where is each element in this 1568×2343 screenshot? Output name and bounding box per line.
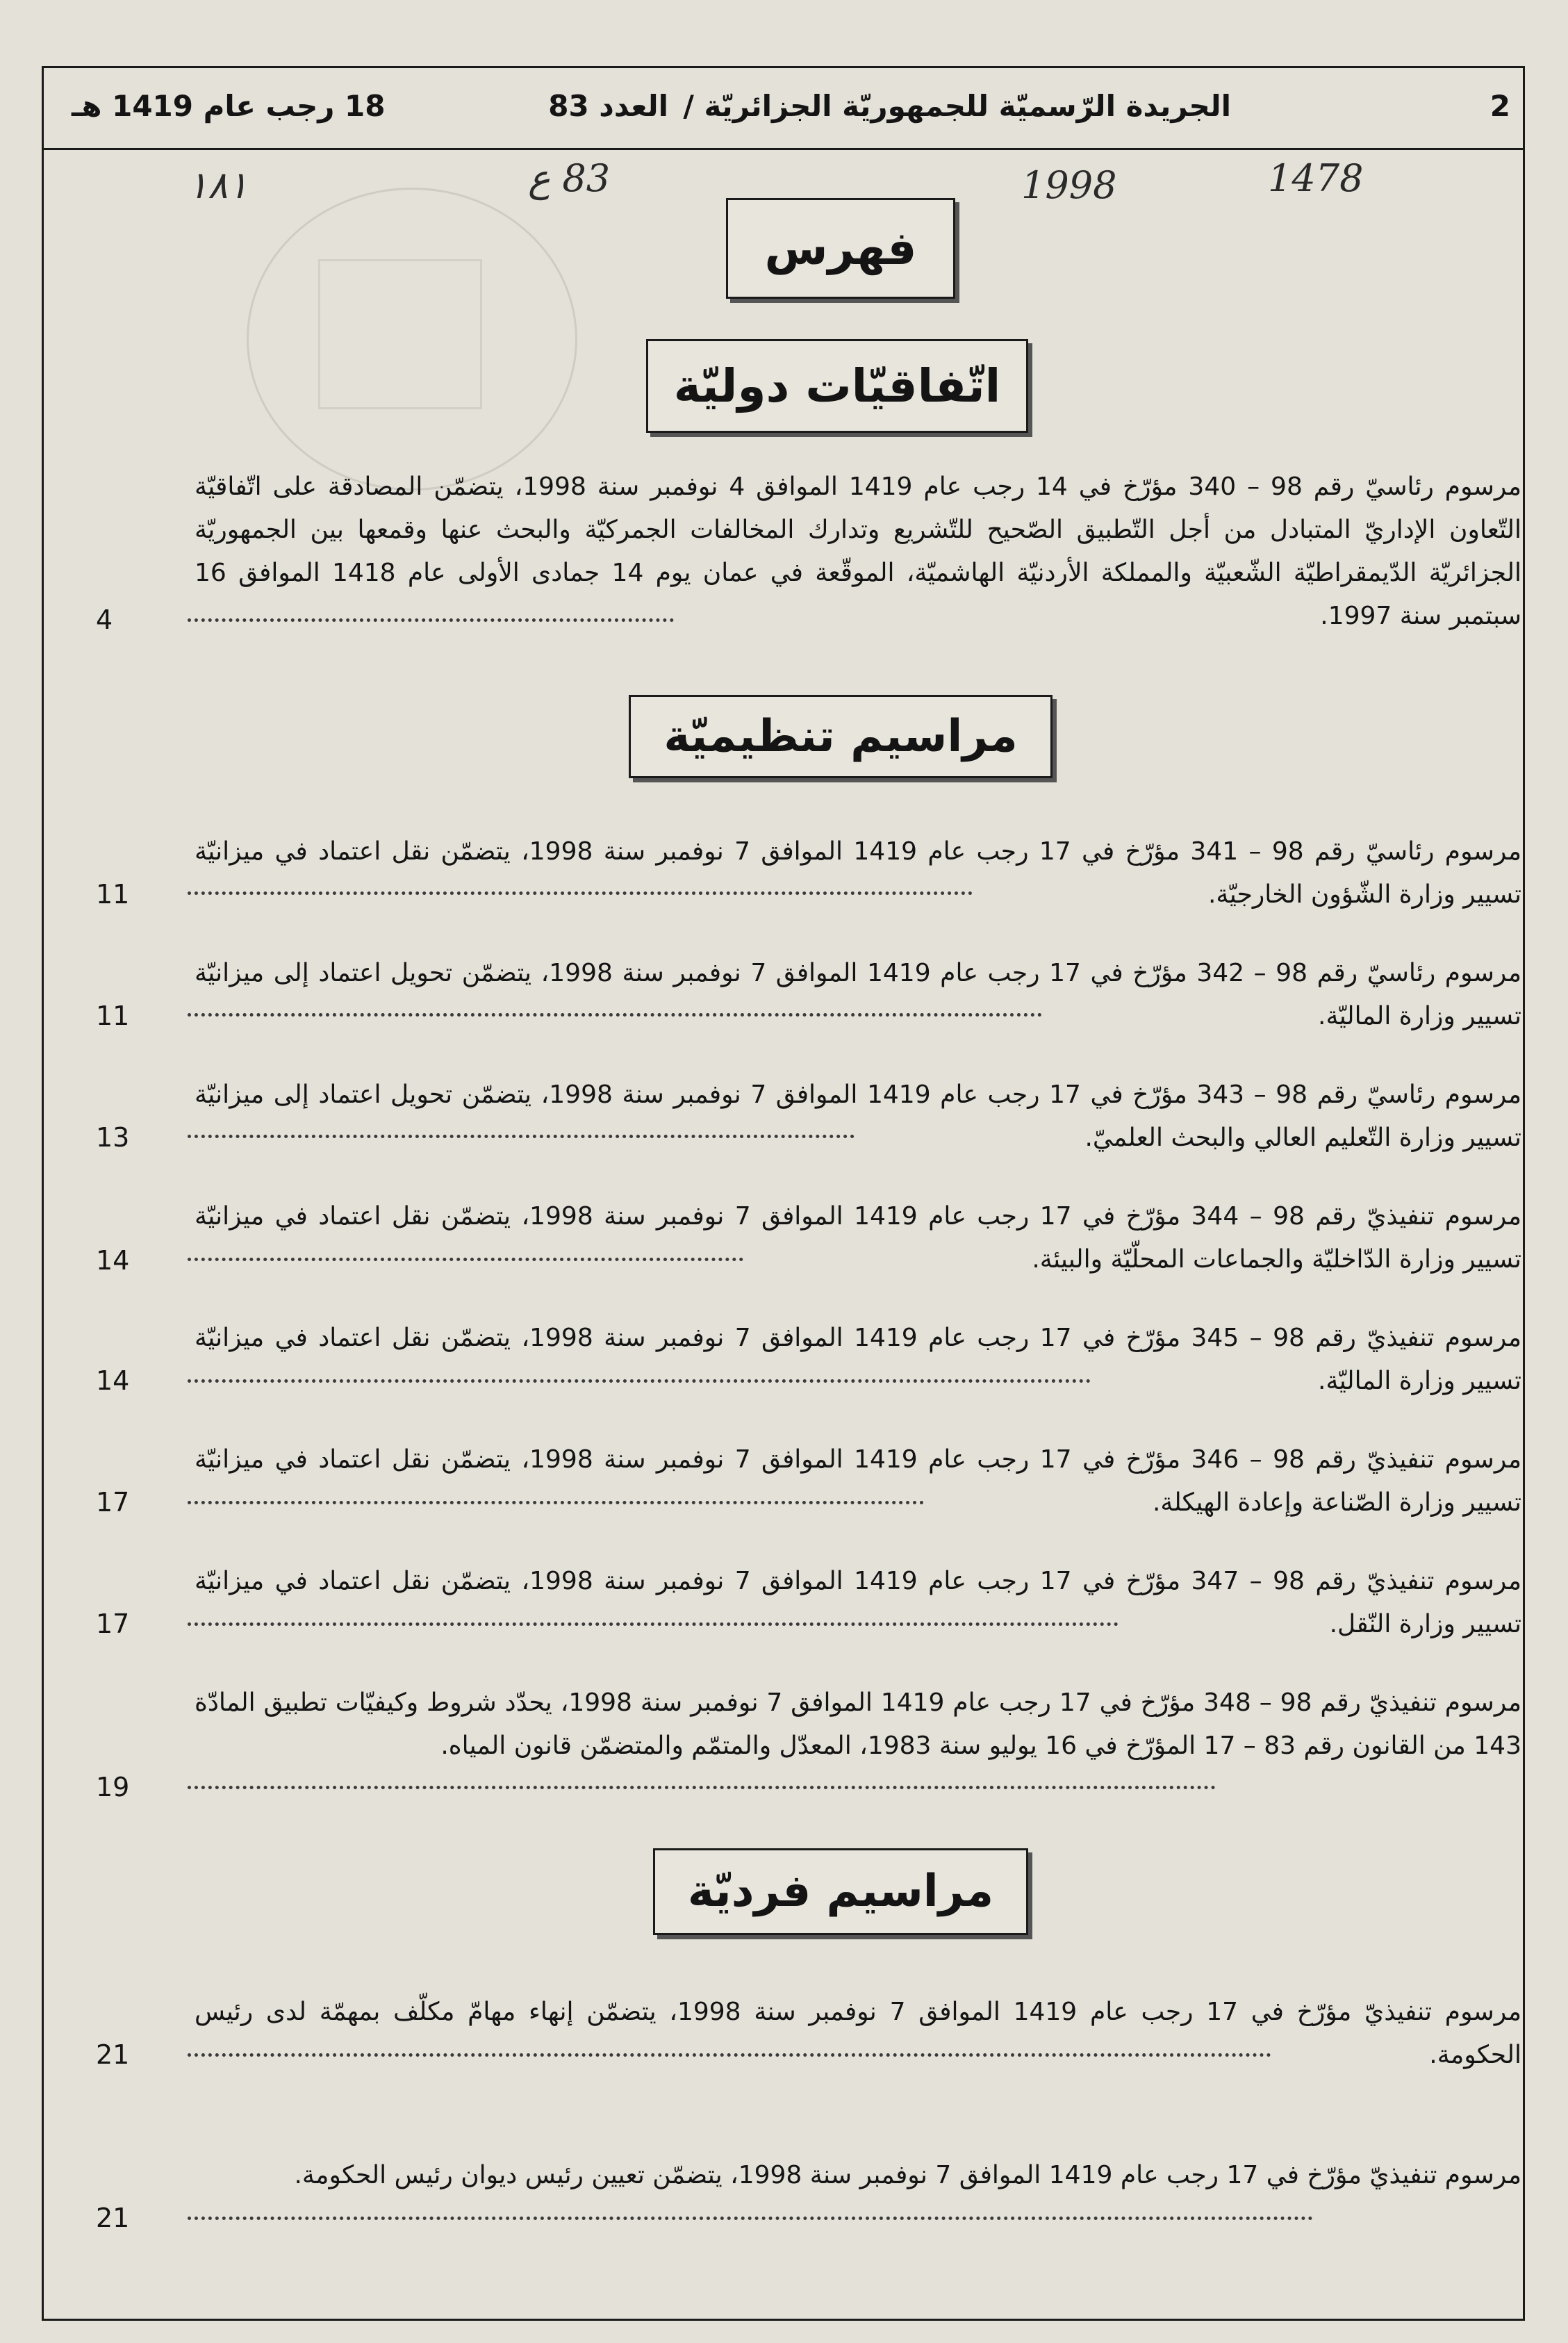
toc-page-number: 21 xyxy=(96,2203,130,2233)
leader-dots xyxy=(188,1006,1042,1017)
handwritten-note-year: 1998 xyxy=(1021,163,1117,207)
toc-entry: مرسوم تنفيذيّ رقم 98 – 346 مؤرّخ في 17 رجب عام 1419 الموافق 7 نوفمبر سنة 1998، يتضمّن نقل اعتماد في ميزانيّة تسيير وزارة الصّناعة وإعادة الهيكلة. xyxy=(195,1445,1521,1517)
toc-page-number: 4 xyxy=(96,605,113,635)
leader-dots xyxy=(188,1128,855,1138)
leader-dots xyxy=(188,1372,1091,1383)
toc-page-number: 14 xyxy=(96,1365,130,1396)
toc-entry: مرسوم تنفيذيّ رقم 98 – 347 مؤرّخ في 17 رجب عام 1419 الموافق 7 نوفمبر سنة 1998، يتضمّن نقل اعتماد في ميزانيّة تسيير وزارة النّقل. xyxy=(195,1567,1521,1638)
section-individual-decrees: مراسيم فرديّة xyxy=(653,1848,1028,1935)
leader-dots xyxy=(188,611,674,622)
page-header xyxy=(44,68,1523,150)
toc-entry: مرسوم رئاسيّ رقم 98 – 340 مؤرّخ في 14 رجب عام 1419 الموافق 4 نوفمبر سنة 1998، يتضمّن المصادقة على اتّفاقيّة التّعاون الإداريّ المتبادل من أجل التّطبيق الصّحيح للتّشريع وتدارك المخالفات الجمركيّة والبحث عنها وقمعها بين الجمهوريّة الجزائريّة الدّيمقراطيّة الشّعبيّة والمملكة الأردنيّة الهاشميّة، الموقّعة في عمان يوم 14 جمادى الأولى عام 1418 الموافق 16 سبتمبر سنة 1997. xyxy=(195,472,1521,630)
leader-dots xyxy=(188,885,973,895)
toc-page-number: 11 xyxy=(96,1001,130,1031)
issue-date: 18 رجب عام 1419 هـ xyxy=(72,89,386,123)
section-regulatory-decrees: مراسيم تنظيميّة xyxy=(629,695,1053,778)
faded-stamp xyxy=(247,188,577,491)
leader-dots xyxy=(188,2210,1313,2220)
leader-dots xyxy=(188,1494,924,1504)
leader-dots xyxy=(188,1779,1216,1789)
leader-dots xyxy=(188,1251,743,1261)
toc-page-number: 14 xyxy=(96,1245,130,1276)
issue-number: العدد 83 xyxy=(548,89,668,123)
toc-entry: مرسوم تنفيذيّ مؤرّخ في 17 رجب عام 1419 الموافق 7 نوفمبر سنة 1998، يتضمّن تعيين رئيس ديوان رئيس الحكومة. xyxy=(294,2161,1521,2189)
toc-entry: مرسوم رئاسيّ رقم 98 – 341 مؤرّخ في 17 رجب عام 1419 الموافق 7 نوفمبر سنة 1998، يتضمّن نقل اعتماد في ميزانيّة تسيير وزارة الشّؤون الخارجيّة. xyxy=(195,837,1522,909)
page-number: 2 xyxy=(1489,89,1510,123)
toc-entry: مرسوم تنفيذيّ رقم 98 – 344 مؤرّخ في 17 رجب عام 1419 الموافق 7 نوفمبر سنة 1998، يتضمّن نقل اعتماد في ميزانيّة تسيير وزارة الدّاخليّة والجماعات المحلّيّة والبيئة. xyxy=(195,1202,1521,1274)
journal-title: الجريدة الرّسميّة للجمهوريّة الجزائريّة / xyxy=(683,89,1231,123)
toc-entry: مرسوم رئاسيّ رقم 98 – 343 مؤرّخ في 17 رجب عام 1419 الموافق 7 نوفمبر سنة 1998، يتضمّن تحويل اعتماد إلى ميزانيّة تسيير وزارة التّعليم العالي والبحث العلميّ. xyxy=(195,1080,1522,1152)
toc-entry: مرسوم تنفيذيّ مؤرّخ في 17 رجب عام 1419 الموافق 7 نوفمبر سنة 1998، يتضمّن إنهاء مهامّ مكلّف بمهمّة لدى رئيس الحكومة. xyxy=(195,1998,1521,2069)
section-international-agreements: اتّفاقيّات دوليّة xyxy=(646,339,1028,433)
leader-dots xyxy=(188,2046,1271,2057)
toc-entry: مرسوم رئاسيّ رقم 98 – 342 مؤرّخ في 17 رجب عام 1419 الموافق 7 نوفمبر سنة 1998، يتضمّن تحويل اعتماد إلى ميزانيّة تسيير وزارة الماليّة. xyxy=(195,959,1522,1030)
handwritten-note-right: 1478 xyxy=(1268,156,1364,200)
handwritten-note-issue: 83 ع xyxy=(528,156,611,200)
toc-page-number: 19 xyxy=(96,1772,130,1802)
toc-page-number: 11 xyxy=(96,879,130,910)
handwritten-note-left: ١٨١ xyxy=(188,163,249,207)
toc-page-number: 17 xyxy=(96,1609,130,1639)
index-title: فهرس xyxy=(726,198,955,299)
toc-page-number: 17 xyxy=(96,1487,130,1518)
toc-page-number: 21 xyxy=(96,2039,130,2070)
toc-entry: مرسوم تنفيذيّ رقم 98 – 345 مؤرّخ في 17 رجب عام 1419 الموافق 7 نوفمبر سنة 1998، يتضمّن نقل اعتماد في ميزانيّة تسيير وزارة الماليّة. xyxy=(195,1324,1521,1395)
toc-entry: مرسوم تنفيذيّ رقم 98 – 348 مؤرّخ في 17 رجب عام 1419 الموافق 7 نوفمبر سنة 1998، يحدّد شروط وكيفيّات تطبيق المادّة 143 من القانون رقم 83 – 17 المؤرّخ في 16 يوليو سنة 1983، المعدّل والمتمّم والمتضمّن قانون المياه. xyxy=(195,1688,1521,1760)
toc-page-number: 13 xyxy=(96,1122,130,1153)
leader-dots xyxy=(188,1616,1119,1626)
